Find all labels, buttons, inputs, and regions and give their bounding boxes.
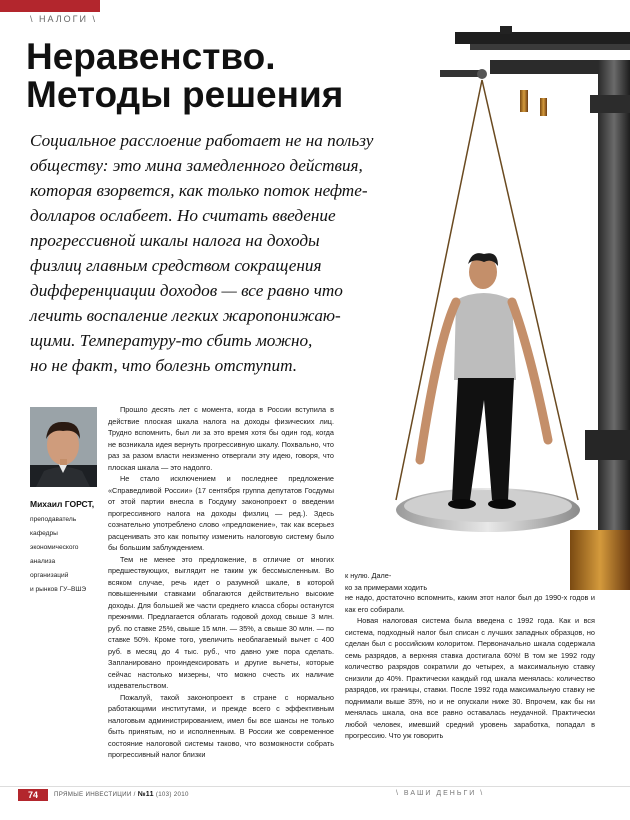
author-role-line: преподаватель bbox=[30, 516, 77, 523]
author-role-line: организаций bbox=[30, 572, 69, 579]
body-column-2 bbox=[345, 592, 595, 742]
lead-line: физлиц главным средством сокращения bbox=[30, 256, 322, 275]
issue-number: №11 bbox=[137, 791, 154, 798]
paragraph: Новая налоговая система была введена с 1992 года. Как и вся система, подходный налог был списан с лучших западных образцов, но сделан был с российским колоритом. Первоначально шкала содержала семь разрядов, а верхняя ставка достигала 60%! В том же 1992 году количество разрядов сократили до четырех, а максимальную ставку снизили до 40%. Практически каждый год шкала менялась: количество разрядов, их границы, ставки. После 1992 года максимальную ставку не поднимали выше 35%, но и не опускали ниже 30. Впрочем, как бы ни менялась шкала, она все равно оставалась неудачной. Практически любой человек, имевший средний уровень заработка, попадал в прогрессию. Что уж говорить bbox=[345, 616, 595, 740]
text-line: ко за примерами ходить bbox=[345, 582, 428, 592]
paragraph: Пожалуй, такой законопроект в стране с нормально работающими институтами, и прежде всего с эффективным налоговым администрированием, имел бы все шансы не только быть принятым, но и исполненным. В России же современное состояние налоговой системы таково, что возможности собрать прогрессивный налог близки bbox=[108, 692, 334, 759]
paragraph: Прошло десять лет с момента, когда в России вступила в действие плоская шкала налога на доходы физических лиц. Трудно вспомнить, был ли за это время хотя бы один год, когда не возникала идея вернуть прогрессивную шкалу. Похвально, что раз за разом власти неизменно отвергали эту идею, говоря, что плоская шкала — это надолго. bbox=[108, 405, 334, 472]
author-role-line: экономического bbox=[30, 544, 79, 551]
page-number: 74 bbox=[18, 789, 48, 801]
lead-line: щими. Температуру-то сбить можно, bbox=[30, 331, 313, 350]
lead-line: лечить воспаление легких жаропонижаю- bbox=[30, 306, 341, 325]
body-column-2-top bbox=[345, 570, 445, 593]
author-role-line: анализа bbox=[30, 558, 56, 565]
text-line: к нулю. Дале- bbox=[345, 571, 392, 580]
scale-brass-base bbox=[570, 530, 630, 590]
scale-illustration bbox=[380, 0, 630, 600]
magazine-name: ПРЯМЫЕ ИНВЕСТИЦИИ / bbox=[54, 791, 136, 798]
author-role bbox=[30, 513, 102, 597]
author-photo bbox=[30, 407, 97, 487]
section-color-tab bbox=[0, 0, 100, 12]
scale-arm bbox=[440, 70, 480, 77]
scale-beam bbox=[455, 32, 630, 44]
title-line-1: Неравенство. bbox=[26, 36, 276, 77]
lead-line: дифференциации доходов — все равно что bbox=[30, 281, 343, 300]
paragraph: Тем не менее это предложение, в отличие от многих предшествующих, выглядит не таким уж бессмысленным. Во всяком случае, речь идет о разумной шкале, в которой повышенными ставками облагаются действительно высокие доходы. Для большей же части среднего класса сборы останутся прежними. Предлагается облагать годовой доход свыше 3 млн. руб. по ставке 25%, свыше 15 млн. — 35%, а свыше 30 млн. — по ставке 50%. Кроме того, увеличить необлагаемый вычет с 400 руб. в месяц до 4 тыс. руб., что давно уже пора сделать. Запланировано проиндексировать и другие вычеты, которые сейчас настолько мизерны, что можно счесть их наличие издевательством. bbox=[108, 554, 334, 690]
footer-rule bbox=[0, 786, 630, 787]
author-role-line: и рынков ГУ–ВШЭ bbox=[30, 586, 87, 593]
scale-pillar bbox=[598, 60, 630, 580]
lead-line: обществу: это мина замедленного действия, bbox=[30, 156, 363, 175]
paragraph: не надо, достаточно вспомнить, каким этот налог был до 1990-х годов и как его собирали. bbox=[345, 593, 595, 614]
lead-line: Социальное расслоение работает не на пользу bbox=[30, 131, 374, 150]
lead-line: прогрессивной шкалы налога на доходы bbox=[30, 231, 320, 250]
lead-line: долларов ослабеет. Но считать введение bbox=[30, 206, 336, 225]
body-column-1 bbox=[108, 404, 334, 761]
article-lead bbox=[30, 128, 410, 378]
article-title bbox=[26, 38, 406, 114]
lead-line: которая взорвется, как только поток нефте- bbox=[30, 181, 368, 200]
issue-detail: (103) 2010 bbox=[155, 791, 189, 798]
author-name: Михаил ГОРСТ, bbox=[30, 499, 95, 509]
paragraph: Не стало исключением и последнее предложение «Справедливой России» (17 сентября группа депутатов Госдумы от этой партии внесла в Госдуму законопроект о введении прогрессивного налога на доходы физлиц — ред.). Здесь сознательно употреблено слово «предложение», так как всерьез расценивать это как попытку изменить налоговую систему было бы большим заблуждением. bbox=[108, 474, 334, 552]
title-line-2: Методы решения bbox=[26, 74, 344, 115]
author-role-line: кафедры bbox=[30, 530, 58, 537]
footer-section: \ ВАШИ ДЕНЬГИ \ bbox=[396, 790, 485, 797]
section-rubric: \ НАЛОГИ \ bbox=[30, 14, 97, 24]
footer-magazine bbox=[54, 791, 189, 798]
lead-line: но не факт, что болезнь отступит. bbox=[30, 356, 298, 375]
